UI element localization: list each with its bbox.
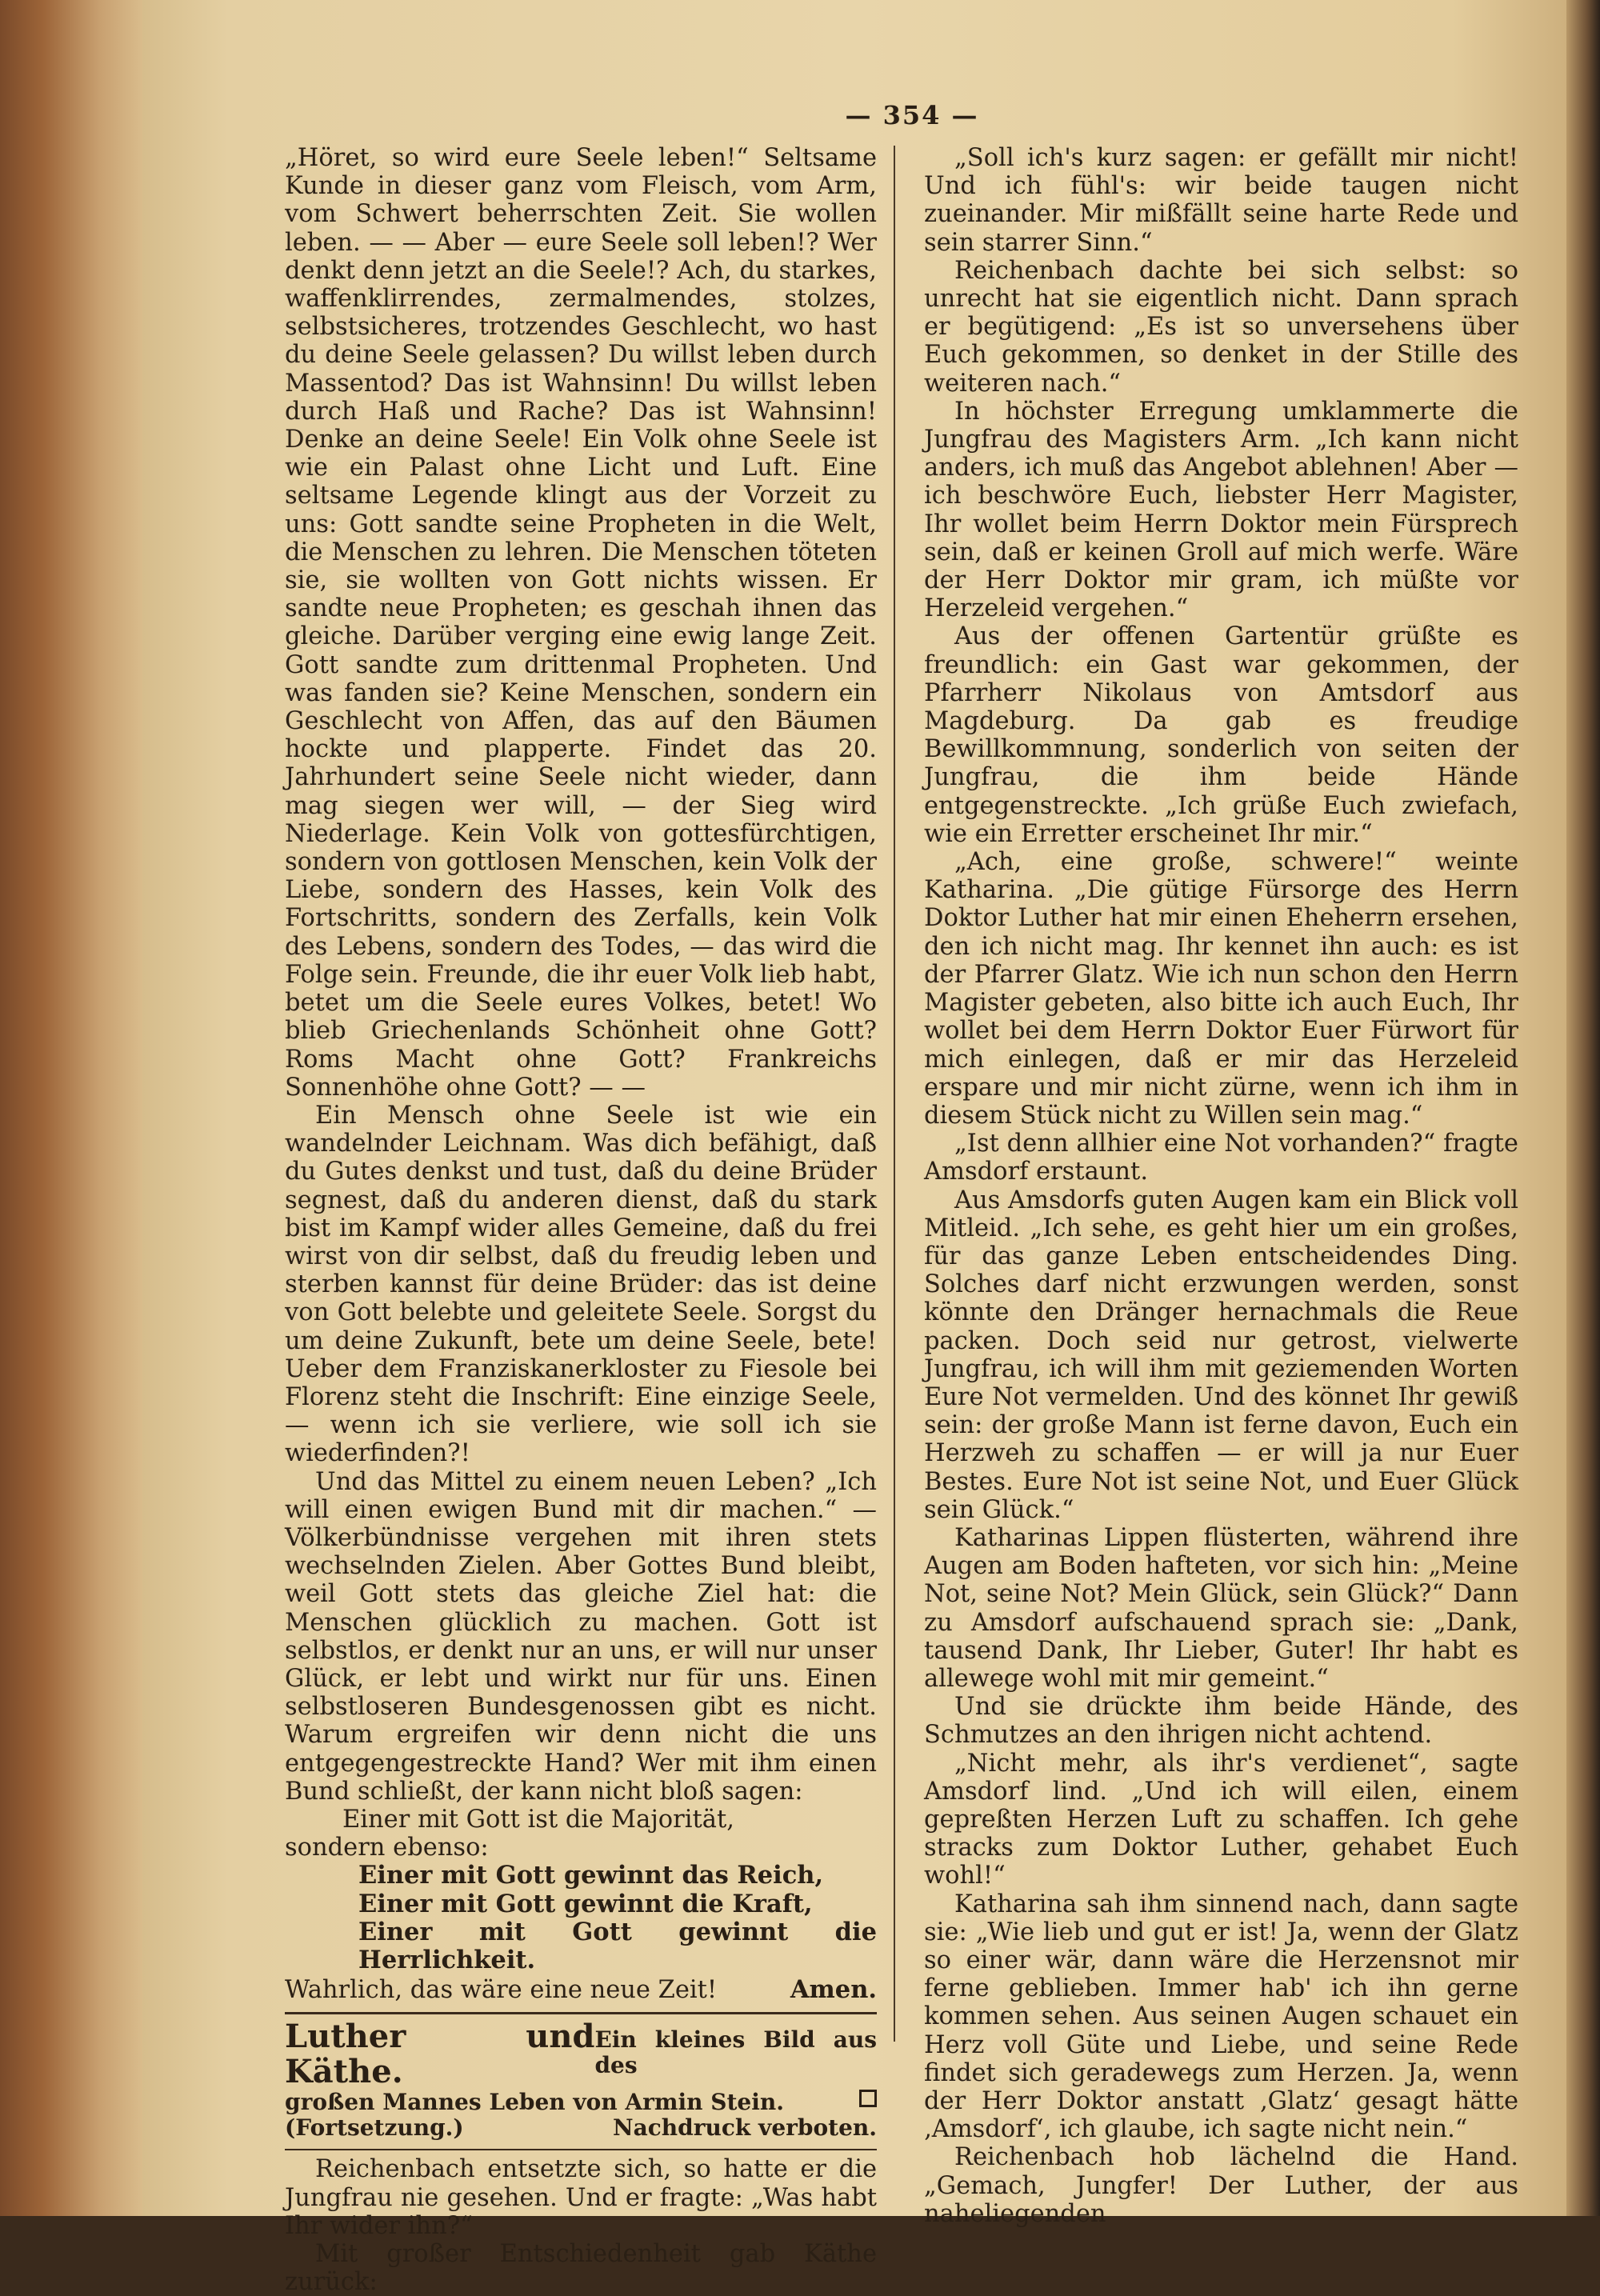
section-divider [285, 2149, 877, 2150]
story-title: Luther und Käthe. [285, 2018, 595, 2091]
story-paragraph: Aus Amsdorfs guten Augen kam ein Blick voll Mitleid. „Ich sehe, es geht hier um ein großes, für das ganze Leben entscheidendes Ding. Solches darf nicht erzwungen werden, sonst könnte den Dränger hernachmals die Reue packen. Doch seid nur getrost, vielwerte Jungfrau, ich will ihm mit geziemenden Worten Eure Not vermelden. Und des könnet Ihr gewiß sein: der große Mann ist ferne davon, Euch ein Herzweh zu schaffen — er will ja nur Euer Bestes. Eure Not ist seine Not, und Euer Glück sein Glück.“ [924, 1186, 1518, 1524]
story-paragraph: Reichenbach entsetzte sich, so hatte er die Jungfrau nie gesehen. Und er fragte: „Was habt Ihr wider ihn?“ [285, 2155, 877, 2240]
sermon-closing [285, 1976, 877, 2004]
story-subtitle-a: Ein kleines Bild aus des [594, 2026, 877, 2079]
left-column [285, 144, 877, 2296]
story-subtitle-b: großen Mannes Leben von Armin Stein. [285, 2089, 784, 2116]
continuation-label: (Fortsetzung.) [285, 2114, 464, 2142]
right-column [924, 144, 1518, 2228]
story-paragraph: Reichenbach hob lächelnd die Hand. „Gemach, Jungfer! Der Luther, der aus naheliegenden [924, 2143, 1518, 2228]
verse-line: Einer mit Gott ist die Majorität, [342, 1805, 734, 1834]
story-paragraph: Katharina sah ihm sinnend nach, dann sagte sie: „Wie lieb und gut er ist! Ja, wenn der Glatz so einer wär, dann wäre die Herzensnot mir ferne geblieben. Immer hab' ich ihn gerne kommen sehen. Aus seinen Augen schauet ein Herz voll Güte und Liebe, und seine Rede findet sich geradewegs zum Herzen. Ja, wenn der Herr Doktor anstatt ‚Glatz‘ gesagt hätte ‚Amsdorf‘, ich glaube, ich sagte nicht nein.“ [924, 1890, 1518, 2144]
story-paragraph: Aus der offenen Gartentür grüßte es freundlich: ein Gast war gekommen, der Pfarrherr Nikolaus von Amtsdorf aus Magdeburg. Da gab es freudige Bewillkommnung, sonderlich von seiten der Jungfrau, die ihm beide Hände entgegenstreckte. „Ich grüße Euch zwiefach, wie ein Erretter erscheinet Ihr mir.“ [924, 622, 1518, 848]
story-paragraph: „Ist denn allhier eine Not vorhanden?“ fragte Amsdorf erstaunt. [924, 1130, 1518, 1186]
verse-intro: sondern ebenso: [285, 1834, 489, 1862]
story-paragraph: In höchster Erregung umklammerte die Jungfrau des Magisters Arm. „Ich kann nicht anders, ich muß das Angebot ablehnen! Aber — ich beschwöre Euch, liebster Herr Magister, Ihr wollet beim Herrn Doktor mein Fürsprech sein, daß er keinen Groll auf mich werfe. Wäre der Herr Doktor mir gram, ich müßte vor Herzeleid vergehen.“ [924, 397, 1518, 623]
page-number: — 354 — [845, 100, 979, 130]
verse-line: Einer mit Gott gewinnt die Kraft, [358, 1889, 813, 1918]
story-paragraph: „Nicht mehr, als ihr's verdienet“, sagte Amsdorf lind. „Und ich will eilen, einem gepreßten Herzen Luft zu schaffen. Ich gehe stracks zum Doktor Luther, gehabet Euch wohl!“ [924, 1749, 1518, 1890]
story-paragraph: Mit großer Entschiedenheit gab Käthe zurück: [285, 2240, 877, 2296]
page-edge [1566, 0, 1600, 2216]
story-paragraph: Katharinas Lippen flüsterten, während ihre Augen am Boden hafteten, vor sich hin: „Meine Not, seine Not? Mein Glück, sein Glück?“ Dann zu Amsdorf aufschauend sprach sie: „Dank, tausend Dank, Ihr Lieber, Guter! Ihr habt es allewege wohl mit mir gemeint.“ [924, 1523, 1518, 1693]
closing-line: Wahrlich, das wäre eine neue Zeit! [285, 1976, 718, 2005]
verse-line: Einer mit Gott gewinnt das Reich, [358, 1861, 824, 1890]
column-rule [894, 146, 895, 2042]
book-binding [0, 0, 142, 2216]
sermon-paragraph: Ein Mensch ohne Seele ist wie ein wandelnder Leichnam. Was dich befähigt, daß du Gutes denkst und tust, daß du deine Brüder segnest, daß du anderen dienst, daß du stark bist im Kampf wider alles Gemeine, daß du frei wirst von dir selbst, daß du freudig leben und sterben kannst für deine Brüder: das ist deine von Gott belebte und geleitete Seele. Sorgst du um deine Zukunft, bete um deine Seele, bete! Ueber dem Franziskanerkloster zu Fiesole bei Florenz steht die Inschrift: Eine einzige Seele, — wenn ich sie verliere, wie soll ich sie wiederfinden?! [285, 1101, 877, 1468]
story-paragraph: Und sie drückte ihm beide Hände, des Schmutzes an den ihrigen nicht achtend. [924, 1693, 1518, 1750]
story-header [285, 2019, 877, 2141]
reprint-notice: Nachdruck verboten. [613, 2114, 877, 2142]
story-paragraph: „Soll ich's kurz sagen: er gefällt mir nicht! Und ich fühl's: wir beide taugen nicht zueinander. Mir mißfällt seine harte Rede und sein starrer Sinn.“ [924, 144, 1518, 257]
section-divider [285, 2012, 877, 2014]
verse-line: Einer mit Gott gewinnt die Herrlichkeit. [358, 1917, 877, 1974]
sermon-paragraph: „Höret, so wird eure Seele leben!“ Seltsame Kunde in dieser ganz vom Fleisch, vom Arm, vom Schwert beherrschten Zeit. Sie wollen leben. — — Aber — eure Seele soll leben!? Wer denkt denn jetzt an die Seele!? Ach, du starkes, waffenklirrendes, zermalmendes, stolzes, selbstsicheres, trotzendes Geschlecht, wo hast du deine Seele gelassen? Du willst leben durch Massentod? Das ist Wahnsinn! Du willst leben durch Haß und Rache? Das ist Wahnsinn! Denke an deine Seele! Ein Volk ohne Seele ist wie ein Palast ohne Licht und Luft. Eine seltsame Legende klingt aus der Vorzeit zu uns: Gott sandte seine Propheten in die Welt, die Menschen zu lehren. Die Menschen töteten sie, sie wollten von Gott nichts wissen. Er sandte neue Propheten; es geschah ihnen das gleiche. Darüber verging eine ewig lange Zeit. Gott sandte zum drittenmal Propheten. Und was fanden sie? Keine Menschen, sondern ein Geschlecht von Affen, das auf den Bäumen hockte und plapperte. Findet das 20. Jahrhundert seine Seele nicht wieder, dann mag siegen wer will, — der Sieg wird Niederlage. Kein Volk von gottesfürchtigen, sondern von gottlosen Menschen, kein Volk der Liebe, sondern des Hasses, kein Volk des Fortschritts, sondern des Zerfalls, kein Volk des Lebens, sondern des Todes, — das wird die Folge sein. Freunde, die ihr euer Volk lieb habt, betet um die Seele eures Volkes, betet! Wo blieb Griechenlands Schönheit ohne Gott? Roms Macht ohne Gott? Frankreichs Sonnenhöhe ohne Gott? — — [285, 144, 877, 1102]
amen-label: Amen. [790, 1975, 877, 2005]
story-paragraph: Reichenbach dachte bei sich selbst: so unrecht hat sie eigentlich nicht. Dann sprach er begütigend: „Es ist so unversehens über Euch gekommen, so denket in der Stille des weiteren nach.“ [924, 256, 1518, 398]
sermon-paragraph: Und das Mittel zu einem neuen Leben? „Ich will einen ewigen Bund mit dir machen.“ — Völkerbündnisse vergehen mit ihren stets wechselnden Zielen. Aber Gottes Bund bleibt, weil Gott stets das gleiche Ziel hat: die Menschen glücklich zu machen. Gott ist selbstlos, er denkt nur an uns, er will nur unser Glück, er lebt und wirkt nur für uns. Einen selbstloseren Bundesgenossen gibt es nicht. Warum ergreifen wir denn nicht die uns entgegengestreckte Hand? Wer mit ihm einen Bund schließt, der kann nicht bloß sagen: [285, 1467, 877, 1806]
story-paragraph: „Ach, eine große, schwere!“ weinte Katharina. „Die gütige Fürsorge des Herrn Doktor Luther hat mir einen Eheherrn ersehen, den ich nicht mag. Ihr kennet ihn auch: es ist der Pfarrer Glatz. Wie ich nun schon den Herrn Magister gebeten, also bitte ich auch Euch, Ihr wollet bei dem Herrn Doktor Euer Fürwort für mich einlegen, daß er mir das Herzeleid erspare und mir nicht zürne, wenn ich ihm in diesem Stück nicht zu Willen sein mag.“ [924, 848, 1518, 1130]
square-ornament-icon [859, 2090, 877, 2107]
